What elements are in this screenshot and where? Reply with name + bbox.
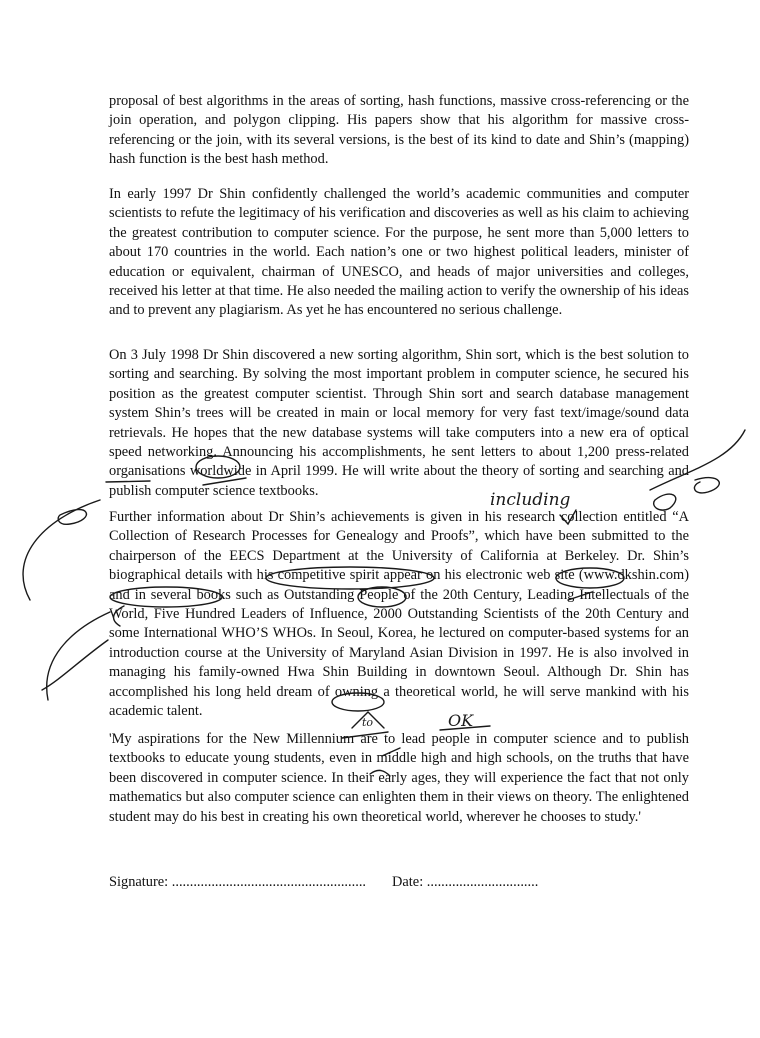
paragraph-break-right-loop-mark: [694, 478, 719, 493]
paragraph-further-information: Further information about Dr Shin’s achievements is given in his research collection entitled “A Collection of Research Processes for Genealogy and Proofs”, which have been submitted to the chairperson of the EECS Department at the University of California at Berkeley. Dr. Shin’s biographical details with his competitive spirit appear on his electronic web site (www.dkshin.com) and in several books such as Outstanding People of the 20th Century, Leading Intellectuals of the World, Five Hundred Leaders of Influence, 2000 Outstanding Scientists of the 20th Century and some International WHO’S WHOs. In Seoul, Korea, he lectured on computer-based systems for an introduction course at the University of Maryland Asian Division in 1997. He is also involved in managing his family-owned Hwa Shin Building in downtown Seoul. Although Dr. Shin has accomplished his long held dream of owning a theoretical world, he will serve mankind with his academic talent.: [109, 509, 689, 720]
signature-field: Signature: ......................................................: [109, 874, 367, 890]
left-margin-bracket-mark: [23, 500, 100, 600]
paragraph-challenge: In early 1997 Dr Shin confidently challenged the world’s academic communities and computer scientists to refute the legitimacy of his verification and discoveries as well as his claim to achieving the greatest contribution to computer science. For the purpose, he sent more than 5,000 letters to about 170 countries in the world. Each nation’s one or two highest political leaders, minister of education or equivalent, chairman of UNESCO, and heads of major universities and colleges, received his letter at that time. He also needed the mailing action to verify the ownership of his ideas and to prevent any plagiarism. As yet he has encountered no serious challenge.: [109, 186, 689, 319]
paragraph-aspirations: 'My aspirations for the New Millennium are to lead people in computer science and to publish textbooks to educate young students, even in middle high and high schools, on the truths that have been discovered in computer science. In their early ages, they will experience the fact that not only mathematics but also computer science can enlighten them in their views on theory. The enlightened student may do his best in creating his own theoretical world, wherever he chooses to study.': [109, 731, 689, 825]
left-margin-bracket-lower-mark: [47, 612, 110, 700]
left-margin-swoosh-mark: [42, 640, 108, 690]
handwritten-to: to: [362, 716, 374, 729]
paragraph-shin-sort: On 3 July 1998 Dr Shin discovered a new sorting algorithm, Shin sort, which is the best solution to sorting and searching. By solving the most important problem in computer science, he secured his position as the greatest computer scientist. Through Shin sort and search database management system Shin’s trees will be created in main or local memory for very fast text/image/sound data retrievals. He hopes that the new database systems will take computers into a new era of optical speed networking. Announcing his accomplishments, he sent letters to about 1,200 press-related organisations worldwide in April 1999. He will write about the theory of sorting and searching and publish computer science textbooks.: [109, 347, 689, 499]
signature-row: [109, 874, 689, 891]
paragraph-algorithms: proposal of best algorithms in the areas of sorting, hash functions, massive cross-referencing or the join operation, and polygon clipping. His papers show that his algorithm for massive cross-referencing or the join, with its several versions, is the best of its kind to date and Shin’s (mapping) hash function is the best hash method.: [109, 93, 689, 168]
handwritten-ok: OK: [448, 711, 474, 730]
handwritten-including: including: [490, 490, 571, 510]
date-field: Date: ...............................: [392, 874, 539, 890]
left-margin-loop-mark: [58, 509, 86, 524]
